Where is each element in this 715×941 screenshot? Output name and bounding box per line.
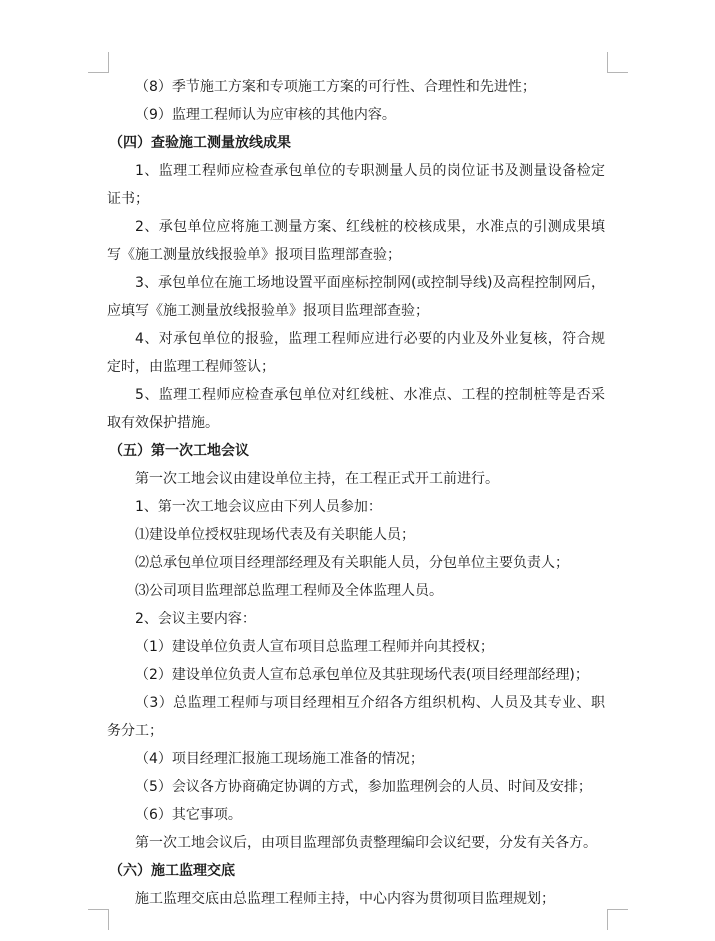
- page-corner-mark-top-left: [88, 52, 109, 73]
- text-line: 写《施工测量放线报验单》报项目监理部查验；: [107, 247, 401, 263]
- text-line: 2、会议主要内容：: [135, 611, 256, 627]
- text-line: 第一次工地会议后，由项目监理部负责整理编印会议纪要，分发有关各方。: [135, 835, 597, 851]
- text-line: （5）会议各方协商确定协调的方式，参加监理例会的人员、时间及安排；: [135, 779, 592, 795]
- text-line: ⑵总承包单位项目经理部经理及有关职能人员，分包单位主要负责人；: [135, 555, 569, 571]
- text-line: 应填写《施工测量放线报验单》报项目监理部查验；: [107, 303, 429, 319]
- text-line: 2、承包单位应将施工测量方案、红线桩的校核成果，水准点的引测成果填: [135, 219, 605, 235]
- text-line: 5、监理工程师应检查承包单位对红线桩、水准点、工程的控制桩等是否采: [135, 387, 605, 403]
- text-line: （2）建设单位负责人宣布总承包单位及其驻现场代表(项目经理部经理)；: [135, 667, 589, 683]
- text-line: 证书；: [107, 191, 149, 207]
- text-line: （6）其它事项。: [135, 807, 242, 823]
- text-line: （8）季节施工方案和专项施工方案的可行性、合理性和先进性；: [135, 79, 536, 95]
- section-heading: （六）施工监理交底: [109, 863, 235, 879]
- text-line: 取有效保护措施。: [107, 415, 219, 431]
- text-line: 1、监理工程师应检查承包单位的专职测量人员的岗位证书及测量设备检定: [135, 163, 605, 179]
- page-corner-mark-bottom-left: [88, 909, 109, 930]
- text-line: （9）监理工程师认为应审核的其他内容。: [135, 107, 396, 123]
- text-line: （1）建设单位负责人宣布项目总监理工程师并向其授权；: [135, 639, 494, 655]
- text-line: （4）项目经理汇报施工现场施工准备的情况；: [135, 751, 424, 767]
- section-heading: （五）第一次工地会议: [109, 443, 249, 459]
- page-corner-mark-top-right: [607, 52, 628, 73]
- text-line: 第一次工地会议由建设单位主持，在工程正式开工前进行。: [135, 471, 499, 487]
- text-line: 4、对承包单位的报验，监理工程师应进行必要的内业及外业复核，符合规: [135, 331, 605, 347]
- text-line: 定时，由监理工程师签认；: [107, 359, 275, 375]
- page-corner-mark-bottom-right: [607, 909, 628, 930]
- text-line: ⑶公司项目监理部总监理工程师及全体监理人员。: [135, 583, 443, 599]
- section-heading: （四）查验施工测量放线成果: [109, 135, 291, 151]
- text-line: 务分工；: [107, 723, 163, 739]
- text-line: 施工监理交底由总监理工程师主持，中心内容为贯彻项目监理规划；: [135, 891, 555, 907]
- text-line: （3）总监理工程师与项目经理相互介绍各方组织机构、人员及其专业、职: [135, 695, 605, 711]
- text-line: 1、第一次工地会议应由下列人员参加：: [135, 499, 382, 515]
- text-line: ⑴建设单位授权驻现场代表及有关职能人员；: [135, 527, 415, 543]
- text-line: 3、承包单位在施工场地设置平面座标控制网(或控制导线)及高程控制网后，: [135, 275, 605, 291]
